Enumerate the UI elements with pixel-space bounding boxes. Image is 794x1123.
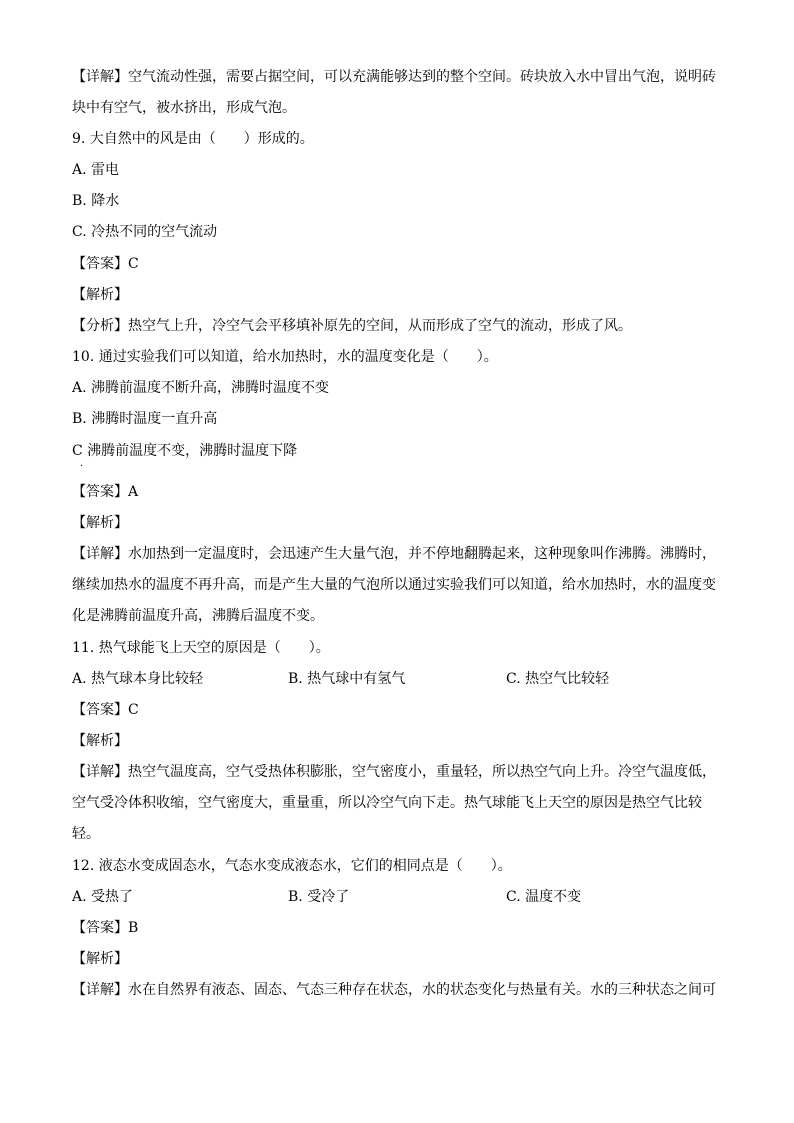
q11-explanation-line3: 轻。 [72, 826, 100, 842]
q12-answer: 【答案】B [72, 920, 139, 936]
explanation-q8-line1: 【详解】空气流动性强，需要占据空间，可以充满能够达到的整个空间。砖块放入水中冒出气泡，说明砖 [72, 69, 716, 85]
q12-explanation-line1: 【详解】水在自然界有液态、固态、气态三种存在状态，水的状态变化与热量有关。水的三种状态之间可 [72, 982, 716, 998]
question-12: 12. 液态水变成固态水，气态水变成液态水，它们的相同点是（ ）。 [72, 858, 512, 874]
q10-option-b: B. 沸腾时温度一直升高 [72, 411, 218, 427]
q10-explanation-line1: 【详解】水加热到一定温度时，会迅速产生大量气泡，并不停地翻腾起来，这种现象叫作沸腾。沸腾时， [72, 546, 716, 562]
stray-dot: · [80, 461, 84, 472]
q11-answer: 【答案】C [72, 702, 139, 718]
q9-answer: 【答案】C [72, 256, 139, 272]
q12-options [72, 886, 722, 908]
q9-option-b: B. 降水 [72, 193, 120, 209]
explanation-q8-line2: 块中有空气，被水挤出，形成气泡。 [72, 100, 296, 116]
q11-option-c: C. 热空气比较轻 [506, 671, 610, 687]
q10-explanation-line2: 继续加热水的温度不再升高，而是产生大量的气泡所以通过实验我们可以知道，给水加热时，水的温度变 [72, 577, 716, 593]
q11-analysis-heading: 【解析】 [72, 733, 128, 749]
q10-answer: 【答案】A [72, 484, 139, 500]
q9-analysis-text: 【分析】热空气上升，冷空气会平移填补原先的空间，从而形成了空气的流动，形成了风。 [72, 318, 632, 334]
q11-explanation-line1: 【详解】热空气温度高，空气受热体积膨胀，空气密度小，重量轻，所以热空气向上升。冷空气温度低， [72, 764, 716, 780]
q10-option-c: C 沸腾前温度不变，沸腾时温度下降 [72, 443, 298, 459]
q9-option-a: A. 雷电 [72, 162, 120, 178]
q11-option-b: B. 热气球中有氢气 [288, 671, 406, 687]
q12-analysis-heading: 【解析】 [72, 951, 128, 967]
q11-option-a: A. 热气球本身比较轻 [72, 671, 204, 687]
q12-option-b: B. 受冷了 [288, 889, 350, 905]
question-9: 9. 大自然中的风是由（ ）形成的。 [72, 131, 314, 147]
q10-option-a: A. 沸腾前温度不断升高，沸腾时温度不变 [72, 380, 330, 396]
q11-explanation-line2: 空气受冷体积收缩，空气密度大，重量重，所以冷空气向下走。热气球能飞上天空的原因是热空气比较 [72, 795, 702, 811]
q9-analysis-heading: 【解析】 [72, 287, 128, 303]
q12-option-a: A. 受热了 [72, 889, 134, 905]
q10-analysis-heading: 【解析】 [72, 515, 128, 531]
q10-explanation-line3: 化是沸腾前温度升高，沸腾后温度不变。 [72, 608, 324, 624]
question-11: 11. 热气球能飞上天空的原因是（ ）。 [72, 640, 330, 656]
q9-option-c: C. 冷热不同的空气流动 [72, 224, 218, 240]
q11-options [72, 668, 722, 690]
question-10: 10. 通过实验我们可以知道，给水加热时，水的温度变化是（ ）。 [72, 349, 498, 365]
q12-option-c: C. 温度不变 [506, 889, 582, 905]
